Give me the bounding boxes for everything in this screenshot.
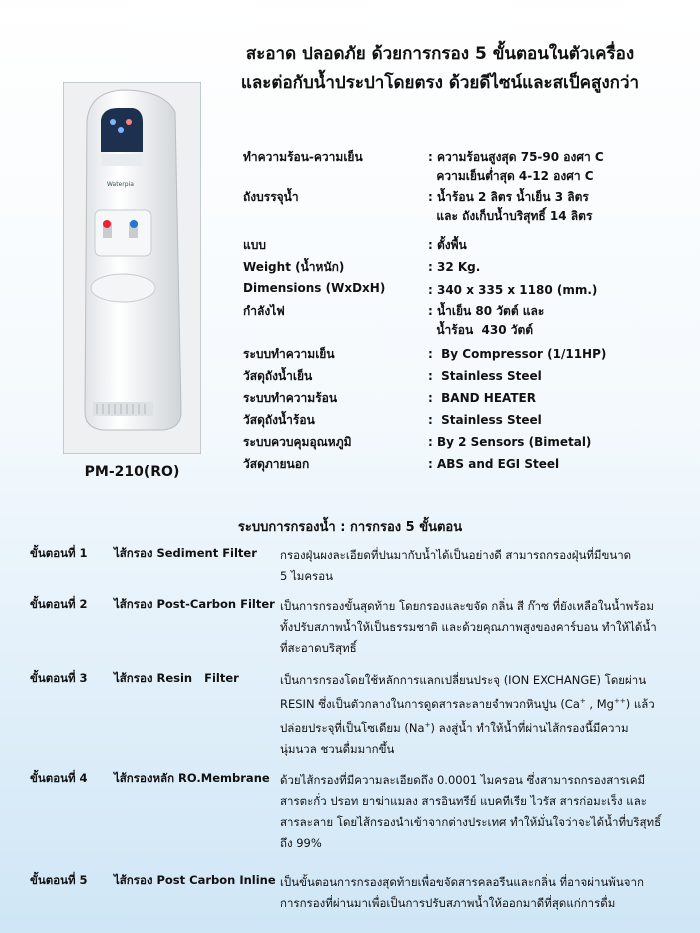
brand-label: Waterpia [107,181,134,188]
spec-value: : ABS and EGI Steel [428,457,560,471]
step-filter-name: ไส้กรอง Post Carbon Inline [114,873,276,887]
spec-value: : Stainless Steel [428,413,542,427]
spec-label: ระบบควบคุมอุณหภูมิ [243,435,352,449]
step-description: เป็นขั้นตอนการกรองสุดท้ายเพื่อขจัดสารคลอรีนและกลิ่น ที่อาจผ่านพ้นจาก การกรองที่ผ่านมาเพื่อเป็นการปรับสภาพน้ำให้ออกมาดีที่สุดแก่การดื่ม [280,875,644,910]
spec-label: ถังบรรจุน้ำ [243,190,299,204]
step-filter-name: ไส้กรองหลัก RO.Membrane [114,771,270,785]
headline-line-2: และต่อกับน้ำประปาโดยตรง ด้วยดีไซน์และสเป็คสูงกว่า [240,73,640,93]
headline-line-1: สะอาด ปลอดภัย ด้วยการกรอง 5 ขั้นตอนในตัวเครื่อง [245,44,635,64]
step-description: เป็นการกรองขั้นสุดท้าย โดยกรองและขจัด กลิ่น สี ก๊าซ ที่ยังเหลือในน้ำพร้อม ทั้งปรับสภาพน้ำให้เป็นธรรมชาติ และด้วยคุณภาพสูงของคาร์บอน ทำให้ได้น้ำ ที่สะอาดบริสุทธิ์ [280,599,657,655]
spec-label: Dimensions (WxDxH) [243,281,386,295]
spec-label: กำลังไฟ [243,304,285,318]
spec-value: : น้ำเย็น 80 วัตต์ และ น้ำร้อน 430 วัตต์ [428,304,545,337]
spec-label: วัสดุถังน้ำเย็น [243,369,313,383]
spec-value: : BAND HEATER [428,391,536,405]
spec-value: : ความร้อนสูงสุด 75-90 องศา C ความเย็นต่ำสุด 4-12 องศา C [428,150,604,183]
spec-value: : Stainless Steel [428,369,542,383]
spec-label: ระบบทำความร้อน [243,391,338,405]
spec-label: แบบ [243,238,266,252]
step-description: เป็นการกรองโดยใช้หลักการแลกเปลี่ยนประจุ (ION EXCHANGE) โดยผ่าน RESIN ซึ่งเป็นตัวกลางในการดูดสารละลายจำพวกหินปูน (Ca+ , Mg++) แล้ว ปล่อยประจุที่เป็นโซเดียม (Na+) ลงสู่น้ำ ทำให้น้ำที่ผ่านไส้กรองนี้มีความ นุ่มนวล ชวนดื่มมากขึ้น [280,673,655,756]
model-caption: PM-210(RO) [84,464,180,480]
step-number: ขั้นตอนที่ 1 [30,546,88,560]
filter-section-title: ระบบการกรองน้ำ : การกรอง 5 ขั้นตอน [237,520,463,535]
headline [200,40,680,98]
spec-label: ระบบทำความเย็น [243,347,335,361]
spec-value: : By 2 Sensors (Bimetal) [428,435,592,449]
spec-label: วัสดุภายนอก [243,457,310,471]
step-filter-name: ไส้กรอง Post-Carbon Filter [114,597,275,611]
step-number: ขั้นตอนที่ 3 [30,671,88,685]
step-number: ขั้นตอนที่ 4 [30,771,88,785]
product-photo [63,82,201,454]
step-number: ขั้นตอนที่ 2 [30,597,88,611]
spec-label: Weight (น้ำหนัก) [243,260,345,274]
spec-value: : 32 Kg. [428,260,481,274]
step-filter-name: ไส้กรอง Resin Filter [114,671,239,685]
spec-value: : ตั้งพื้น [428,238,467,252]
spec-value: : น้ำร้อน 2 ลิตร น้ำเย็น 3 ลิตร และ ถังเก็บน้ำบริสุทธิ์ 14 ลิตร [428,190,593,223]
step-filter-name: ไส้กรอง Sediment Filter [114,546,257,560]
spec-label: วัสดุถังน้ำร้อน [243,413,315,427]
step-number: ขั้นตอนที่ 5 [30,873,88,887]
step-description: กรองฝุ่นผงละเอียดที่ปนมากับน้ำได้เป็นอย่างดี สามารถกรองฝุ่นที่มีขนาด 5 ไมครอน [280,548,632,583]
spec-value: : 340 x 335 x 1180 (mm.) [428,283,598,297]
spec-label: ทำความร้อน-ความเย็น [243,150,363,164]
spec-value: : By Compressor (1/11HP) [428,347,607,361]
step-description: ด้วยไส้กรองที่มีความละเอียดถึง 0.0001 ไมครอน ซึ่งสามารถกรองสารเคมี สารตะกั่ว ปรอท ยาฆ่าแมลง สารอินทรีย์ แบคทีเรีย ไวรัส สารก่อมะเร็ง และ สารละลาย โดยไส้กรองนำเข้าจากต่างประเทศ ทำให้มั่นใจว่าจะได้น้ำที่บริสุทธิ์ ถึง 99% [280,773,662,850]
